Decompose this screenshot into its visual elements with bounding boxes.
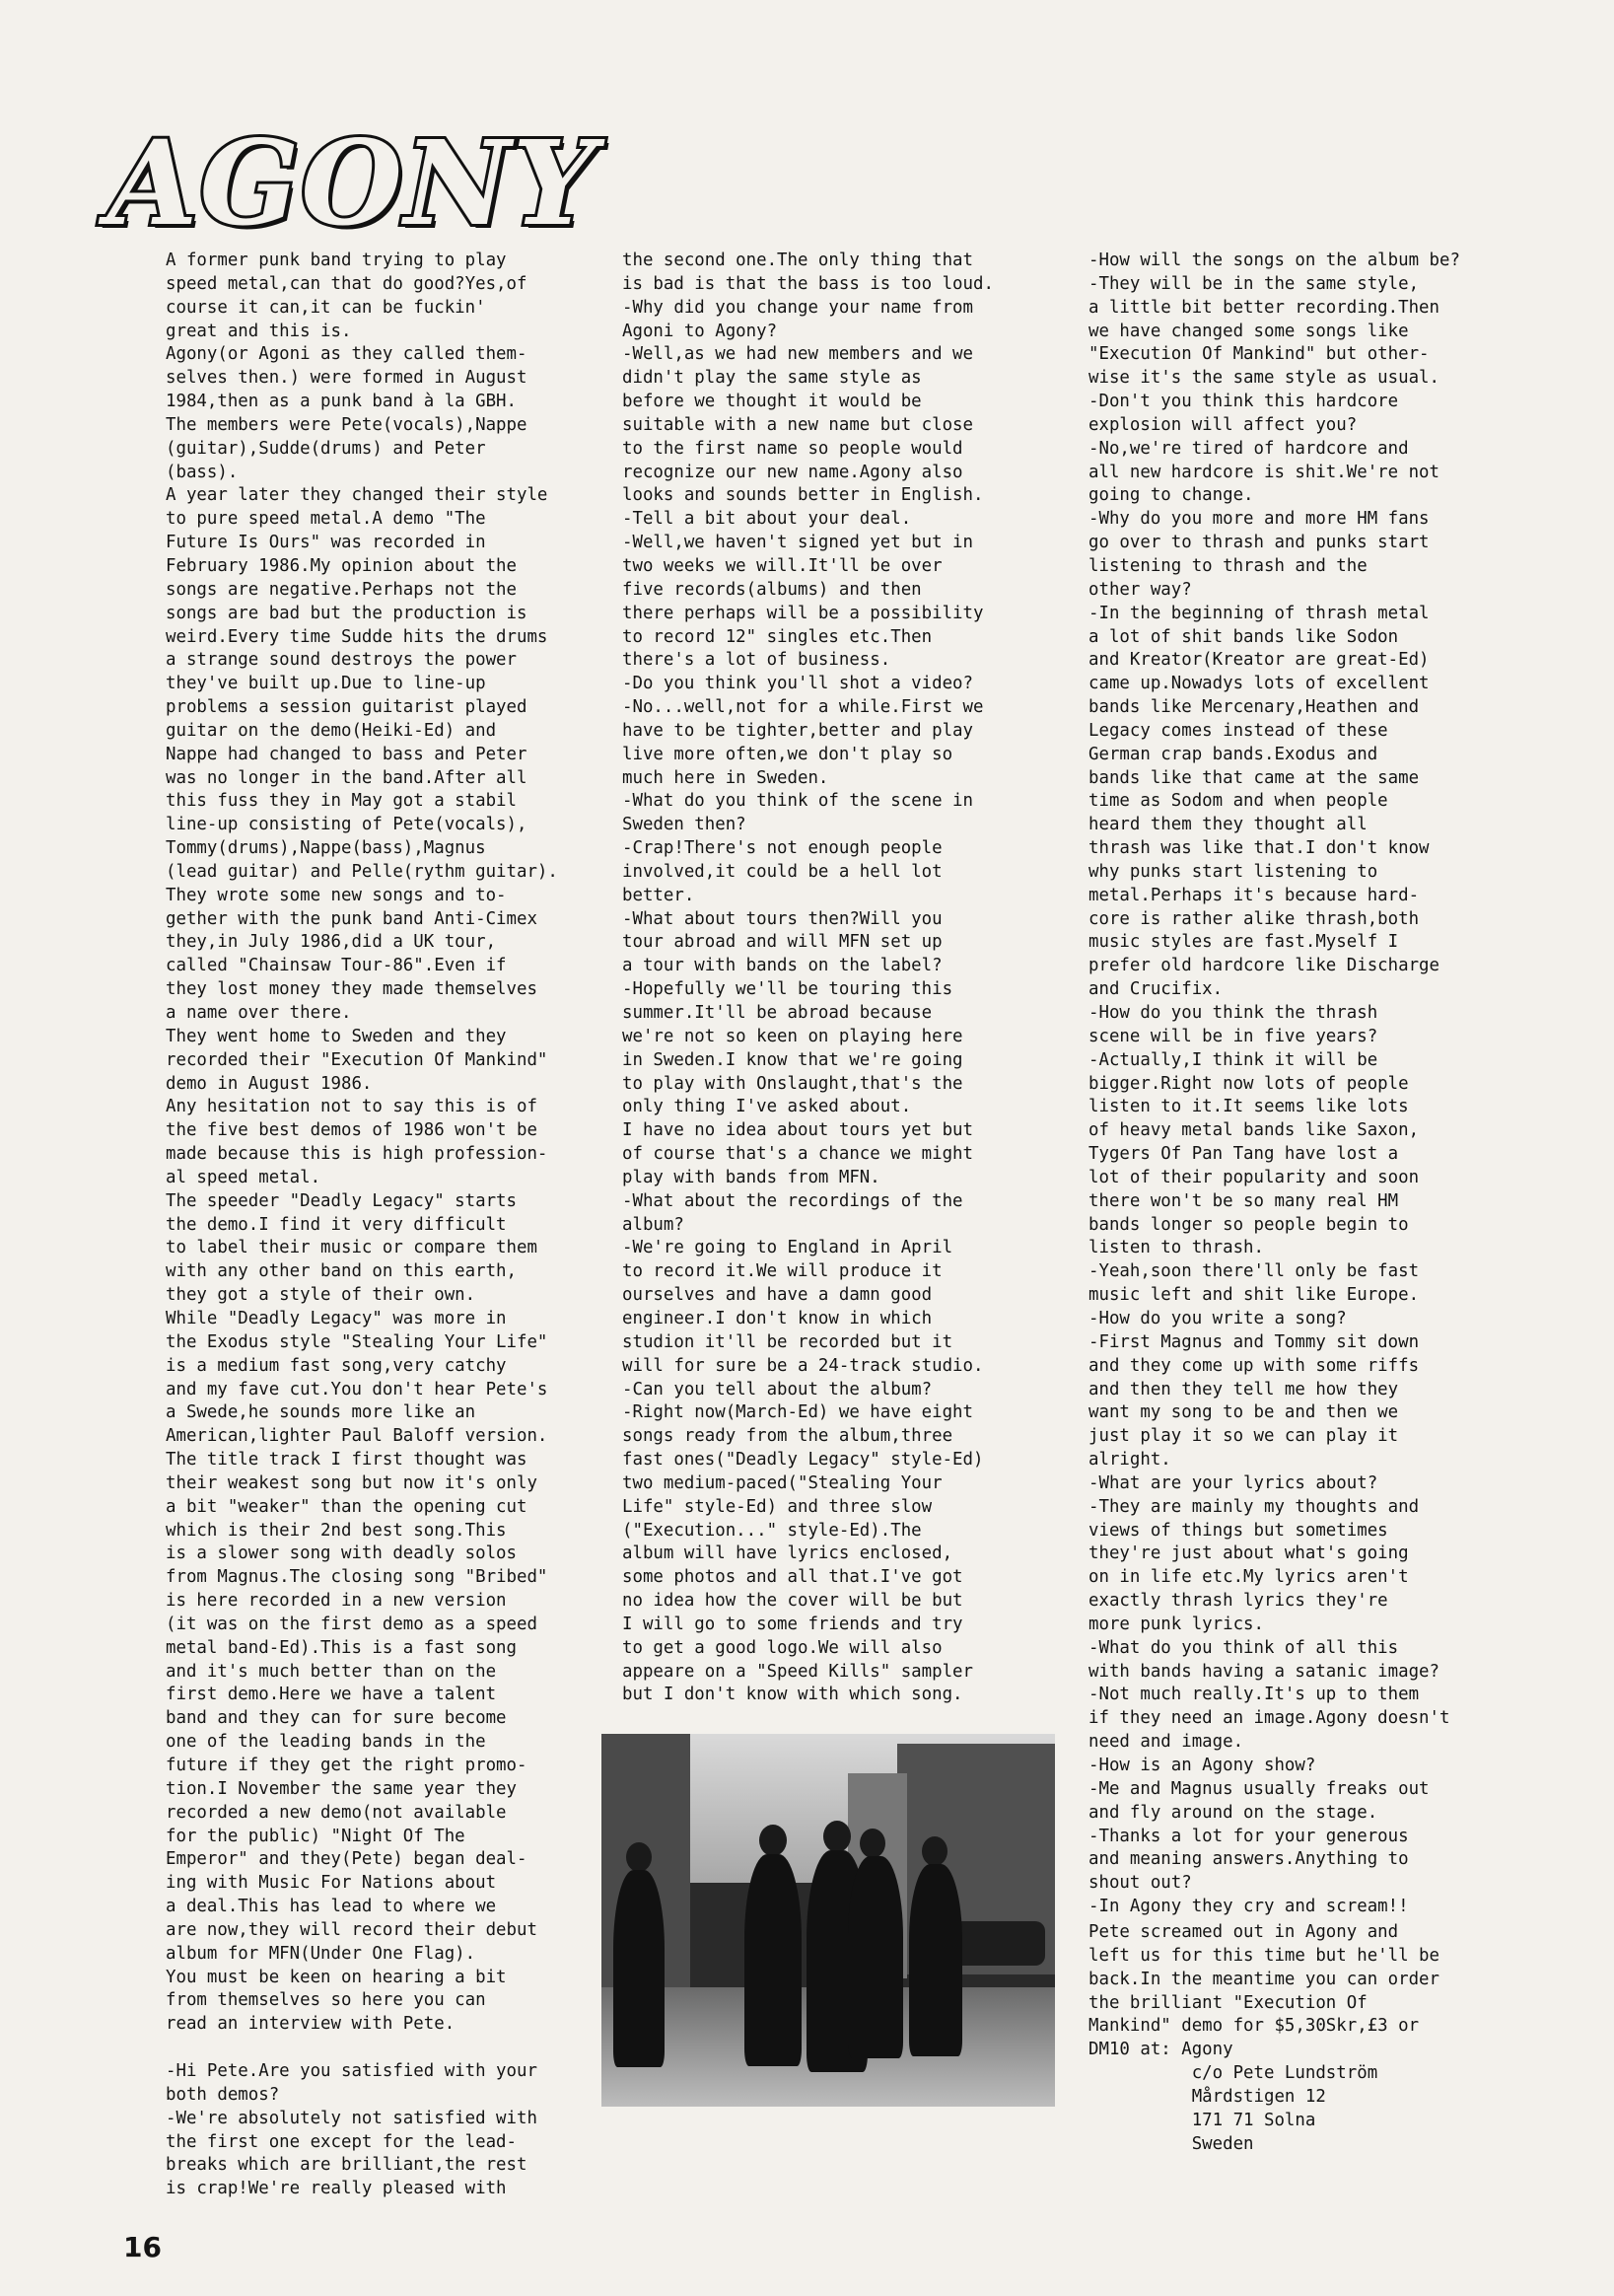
article-column-1: A former punk band trying to play speed metal,can that do good?Yes,of course it can,it can be fuckin' great and this is. Agony(or Agoni as they called them- selves then.) were formed in August 1984,then as a punk band à la GBH. The members were Pete(vocals),Nappe (guitar),Sudde(drums) and Peter (bass). A year later they changed their style to pure speed metal.A demo "The Future Is Ours" was recorded in February 1986.My opinion about the songs are negative.Perhaps not the songs are bad but the production is weird.Every time Sudde hits the drums a strange sound destroys the power they've built up.Due to line-up problems a session guitarist played guitar on the demo(Heiki-Ed) and Nappe had changed to bass and Peter was no longer in the band.After all this fuss they in May got a stabil line-up consisting of Pete(vocals), Tommy(drums),Nappe(bass),Magnus (lead guitar) and Pelle(rythm guitar). They wrote some new songs and to- gether with the punk band Anti-Cimex they,in July 1986,did a UK tour, called "Chainsaw Tour-86".Even if they lost money they made themselves a name over there. They went home to Sweden and they recorded their "Execution Of Mankind" demo in August 1986. Any hesitation not to say this is of the five best demos of 1986 won't be made because this is high profession- al speed metal. The speeder "Deadly Legacy" starts the demo.I find it very difficult to label their music or compare them with any other band on this earth, they got a style of their own. While "Deadly Legacy" was more in the Exodus style "Stealing Your Life" is a medium fast song,very catchy and my fave cut.You don't hear Pete's a Swede,he sounds more like an American,lighter Paul Baloff version. The title track I first thought was their weakest song but now it's only a bit "weaker" than the opening cut which is their 2nd best song.This is a slower song with deadly solos from Magnus.The closing song "Bribed" is here recorded in a new version (it was on the first demo as a speed metal band-Ed).This is a fast song and it's much better than on the first demo.Here we have a talent band and they can for sure become one of the leading bands in the future if they get the right promo- tion.I November the same year they recorded a new demo(not available for the public) "Night Of The Emperor" and they(Pete) began deal- ing with Music For Nations about a deal.This has lead to where we are now,they will record their debut album for MFN(Under One Flag). You must be keen on hearing a bit from themselves so here you can read an interview with Pete. -Hi Pete.Are you satisfied with your both demos? -We're absolutely not satisfied with the first one except for the lead- breaks which are brilliant,the rest is crap!We're really pleased with [166, 251, 558, 2199]
band-logo [106, 108, 598, 256]
article-column-2: the second one.The only thing that is bad is that the bass is too loud. -Why did you change your name from Agoni to Agony? -Well,as we had new members and we didn't play the same style as before we thought it would be suitable with a new name but close to the first name so people would recognize our new name.Agony also looks and sounds better in English. -Tell a bit about your deal. -Well,we haven't signed yet but in two weeks we will.It'll be over five records(albums) and then there perhaps will be a possibility to record 12" singles etc.Then there's a lot of business. -Do you think you'll shot a video? -No...well,not for a while.First we have to be tighter,better and play live more often,we don't play so much here in Sweden. -What do you think of the scene in Sweden then? -Crap!There's not enough people involved,it could be a hell lot better. -What about tours then?Will you tour abroad and will MFN set up a tour with bands on the label? -Hopefully we'll be touring this summer.It'll be abroad because we're not so keen on playing here in Sweden.I know that we're going to play with Onslaught,that's the only thing I've asked about. I have no idea about tours yet but of course that's a chance we might play with bands from MFN. -What about the recordings of the album? -We're going to England in April to record it.We will produce it ourselves and have a damn good engineer.I don't know in which studion it'll be recorded but it will for sure be a 24-track studio. -Can you tell about the album? -Right now(March-Ed) we have eight songs ready from the album,three fast ones("Deadly Legacy" style-Ed) two medium-paced("Stealing Your Life" style-Ed) and three slow ("Execution..." style-Ed).The album will have lyrics enclosed, some photos and all that.I've got no idea how the cover will be but I will go to some friends and try to get a good logo.We will also appeare on a "Speed Kills" sampler but I don't know with which song. [622, 251, 994, 1705]
article-column-3: -How will the songs on the album be? -They will be in the same style, a little bit better recording.Then we have changed some songs like "Execution Of Mankind" but other- wise it's the same style as usual. -Don't you think this hardcore explosion will affect you? -No,we're tired of hardcore and all new hardcore is shit.We're not going to change. -Why do you more and more HM fans go over to thrash and punks start listening to thrash and the other way? -In the beginning of thrash metal a lot of shit bands like Sodon and Kreator(Kreator are great-Ed) came up.Nowadys lots of excellent bands like Mercenary,Heathen and Legacy comes instead of these German crap bands.Exodus and bands like that came at the same time as Sodom and when people heard them they thought all thrash was like that.I don't know why punks start listening to metal.Perhaps it's because hard- core is rather alike thrash,both music styles are fast.Myself I prefer old hardcore like Discharge and Crucifix. -How do you think the thrash scene will be in five years? -Actually,I think it will be bigger.Right now lots of people listen to it.It seems like lots of heavy metal bands like Saxon, Tygers Of Pan Tang have lost a lot of their popularity and soon there won't be so many real HM bands longer so people begin to listen to thrash. -Yeah,soon there'll only be fast music left and shit like Europe. -How do you write a song? -First Magnus and Tommy sit down and they come up with some riffs and then they tell me how they want my song to be and then we just play it so we can play it alright. -What are your lyrics about? -They are mainly my thoughts and views of things but sometimes they're just about what's going on in life etc.My lyrics aren't exactly thrash lyrics they're more punk lyrics. -What do you think of all this with bands having a satanic image? -Not much really.It's up to them if they need an image.Agony doesn't need and image. -How is an Agony show? -Me and Magnus usually freaks out and fly around on the stage. -Thanks a lot for your generous and meaning answers.Anything to shout out? -In Agony they cry and scream!! [1088, 251, 1460, 1917]
page-number: 16 [123, 2231, 162, 2263]
order-info: Pete screamed out in Agony and left us for this time but he'll be back.In the meantime you can order the brilliant "Execution Of Mankind" demo for $5,30Skr,£3 or DM10 at: Agony c/o Pete Lundström Mårdstigen 12 171 71 Solna Sweden [1088, 1922, 1439, 2154]
band-photo [601, 1734, 1055, 2107]
band-logo-text: AGONY [106, 113, 598, 251]
